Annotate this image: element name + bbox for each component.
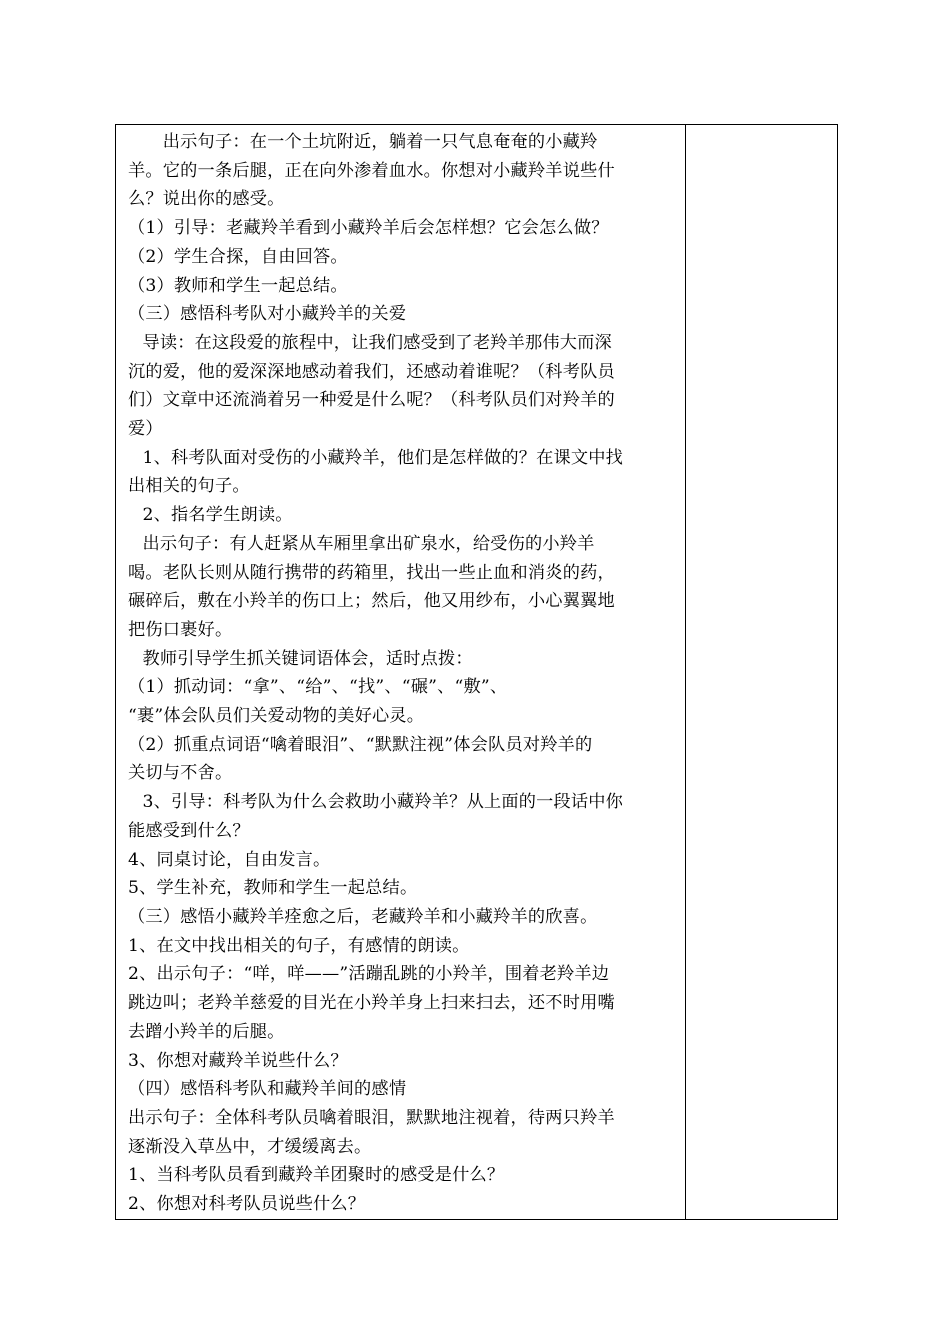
text-line: 逐渐没入草丛中，才缓缓离去。 xyxy=(128,1136,372,1157)
text-line: 5、学生补充，教师和学生一起总结。 xyxy=(128,878,418,899)
lesson-content-cell xyxy=(116,125,686,1220)
section-heading: （三）感悟科考队对小藏羚羊的关爱 xyxy=(128,304,407,325)
text-line: （1）引导：老藏羚羊看到小藏羚羊后会怎样想？它会怎么做？ xyxy=(128,218,609,239)
text-line: （1）抓动词：“拿”、“给”、“找”、“碾”、“敷”、 xyxy=(128,677,508,698)
text-line: 导读：在这段爱的旅程中，让我们感受到了老羚羊那伟大而深 xyxy=(128,332,612,353)
lesson-content xyxy=(116,125,685,1219)
text-line: 碾碎后，敷在小羚羊的伤口上；然后，他又用纱布，小心翼翼地 xyxy=(128,591,615,612)
text-line: 能感受到什么？ xyxy=(128,820,250,841)
text-line: 羊。它的一条后腿，正在向外渗着血水。你想对小藏羚羊说些什 xyxy=(128,160,615,181)
text-line: 教师引导学生抓关键词语体会，适时点拨： xyxy=(128,648,473,669)
text-line: 出相关的句子。 xyxy=(128,476,250,497)
text-line: 1、当科考队员看到藏羚羊团聚时的感受是什么？ xyxy=(128,1165,505,1186)
section-heading: （三）感悟小藏羚羊痊愈之后，老藏羚羊和小藏羚羊的欣喜。 xyxy=(128,906,598,927)
text-line: 把伤口裹好。 xyxy=(128,619,233,640)
text-line: （2）抓重点词语“噙着眼泪”、“默默注视”体会队员对羚羊的 xyxy=(128,734,593,755)
text-line: 1、在文中找出相关的句子，有感情的朗读。 xyxy=(128,935,470,956)
section-heading: （四）感悟科考队和藏羚羊间的感情 xyxy=(128,1079,407,1100)
text-line: 沉的爱，他的爱深深地感动着我们，还感动着谁呢？（科考队员 xyxy=(128,361,615,382)
text-line: （3）教师和学生一起总结。 xyxy=(128,275,348,296)
text-line: 关切与不舍。 xyxy=(128,763,233,784)
text-line: 2、你想对科考队员说些什么？ xyxy=(128,1194,366,1215)
text-line: 3、你想对藏羚羊说些什么？ xyxy=(128,1050,348,1071)
text-line: 跳边叫；老羚羊慈爱的目光在小羚羊身上扫来扫去，还不时用嘴 xyxy=(128,993,615,1014)
text-line: 出示句子：在一个土坑附近，躺着一只气息奄奄的小藏羚 xyxy=(128,132,598,152)
table-row xyxy=(116,125,838,1220)
text-line: 3、引导：科考队为什么会救助小藏羚羊？从上面的一段话中你 xyxy=(128,792,624,813)
text-line: 去蹭小羚羊的后腿。 xyxy=(128,1021,285,1042)
text-line: “裹”体会队员们关爱动物的美好心灵。 xyxy=(128,706,425,727)
text-line: 出示句子：有人赶紧从车厢里拿出矿泉水，给受伤的小羚羊 xyxy=(128,533,595,554)
text-line: （2）学生合探，自由回答。 xyxy=(128,246,348,267)
text-line: 喝。老队长则从随行携带的药箱里，找出一些止血和消炎的药， xyxy=(128,562,615,583)
text-line: 么？说出你的感受。 xyxy=(128,189,285,210)
text-line: 4、同桌讨论，自由发言。 xyxy=(128,849,331,870)
text-line: 出示句子：全体科考队员噙着眼泪，默默地注视着，待两只羚羊 xyxy=(128,1107,615,1128)
text-line: 2、出示句子：“咩，咩——”活蹦乱跳的小羚羊，围着老羚羊边 xyxy=(128,964,610,985)
text-line: 2、指名学生朗读。 xyxy=(128,505,293,526)
lesson-plan-table xyxy=(115,124,838,1220)
text-line: 爱） xyxy=(128,419,163,440)
notes-cell xyxy=(686,125,838,1220)
text-line: 们）文章中还流淌着另一种爱是什么呢？（科考队员们对羚羊的 xyxy=(128,390,615,411)
text-line: 1、科考队面对受伤的小藏羚羊，他们是怎样做的？在课文中找 xyxy=(128,447,624,468)
